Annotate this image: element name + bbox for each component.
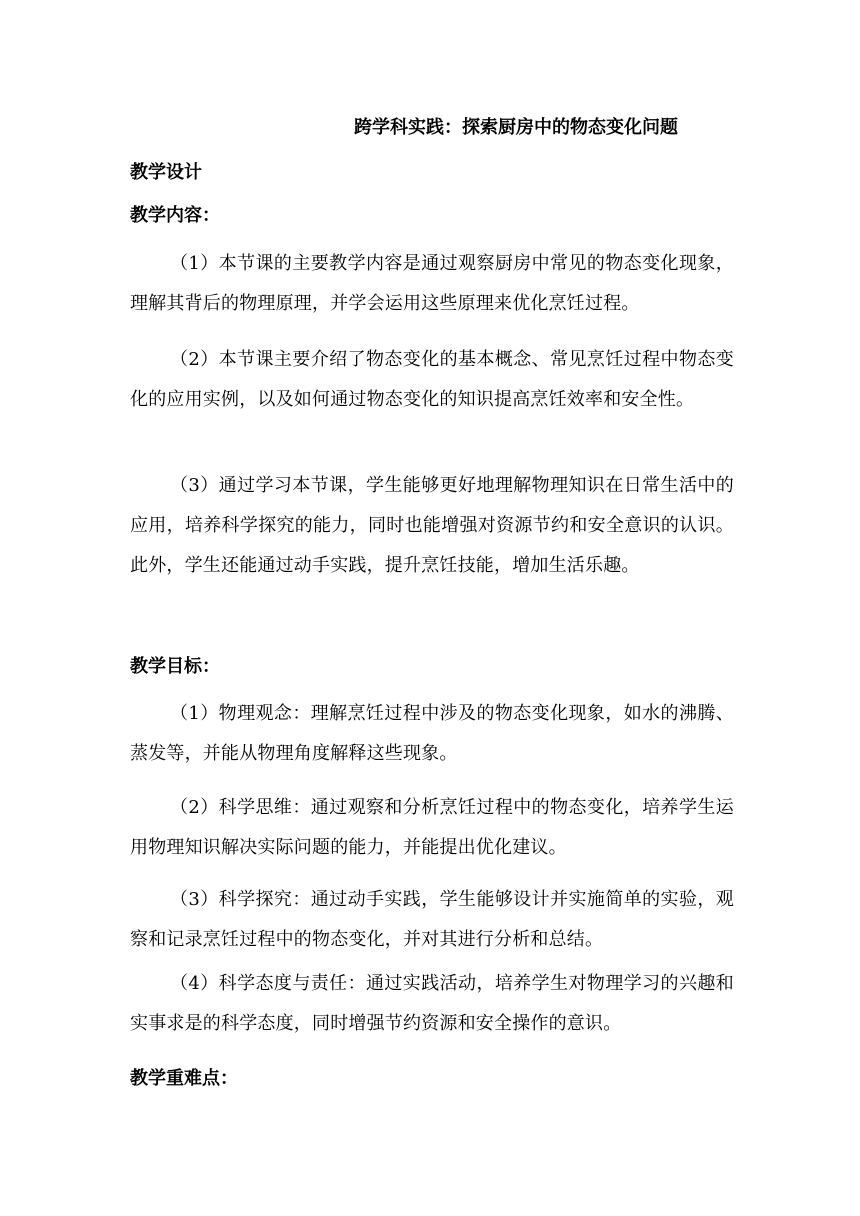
objectives-heading: 教学目标：	[130, 656, 220, 677]
objective-paragraph-2: （2）科学思维：通过观察和分析烹饪过程中的物态变化，培养学生运用物理知识解决实际问题的能力，并能提出优化建议。	[130, 797, 734, 858]
content-paragraph-2: （2）本节课主要介绍了物态变化的基本概念、常见烹饪过程中物态变化的应用实例，以及如何通过物态变化的知识提高烹饪效率和安全性。	[130, 349, 734, 410]
content-paragraph-1: （1）本节课的主要教学内容是通过观察厨房中常见的物态变化现象，理解其背后的物理原理，并学会运用这些原理来优化烹饪过程。	[130, 253, 734, 314]
document-title: 跨学科实践：探索厨房中的物态变化问题	[354, 117, 678, 138]
content-heading: 教学内容：	[130, 205, 220, 226]
section-heading: 教学设计	[130, 162, 202, 183]
objective-paragraph-3: （3）科学探究：通过动手实践，学生能够设计并实施简单的实验，观察和记录烹饪过程中的物态变化，并对其进行分析和总结。	[130, 889, 734, 950]
key-points-heading: 教学重难点：	[130, 1068, 238, 1089]
content-paragraph-3: （3）通过学习本节课，学生能够更好地理解物理知识在日常生活中的应用，培养科学探究的能力，同时也能增强对资源节约和安全意识的认识。此外，学生还能通过动手实践，提升烹饪技能，增加生活乐趣。	[130, 475, 734, 576]
objective-paragraph-4: （4）科学态度与责任：通过实践活动，培养学生对物理学习的兴趣和实事求是的科学态度，同时增强节约资源和安全操作的意识。	[130, 973, 734, 1034]
objective-paragraph-1: （1）物理观念：理解烹饪过程中涉及的物态变化现象，如水的沸腾、蒸发等，并能从物理角度解释这些现象。	[130, 703, 734, 764]
